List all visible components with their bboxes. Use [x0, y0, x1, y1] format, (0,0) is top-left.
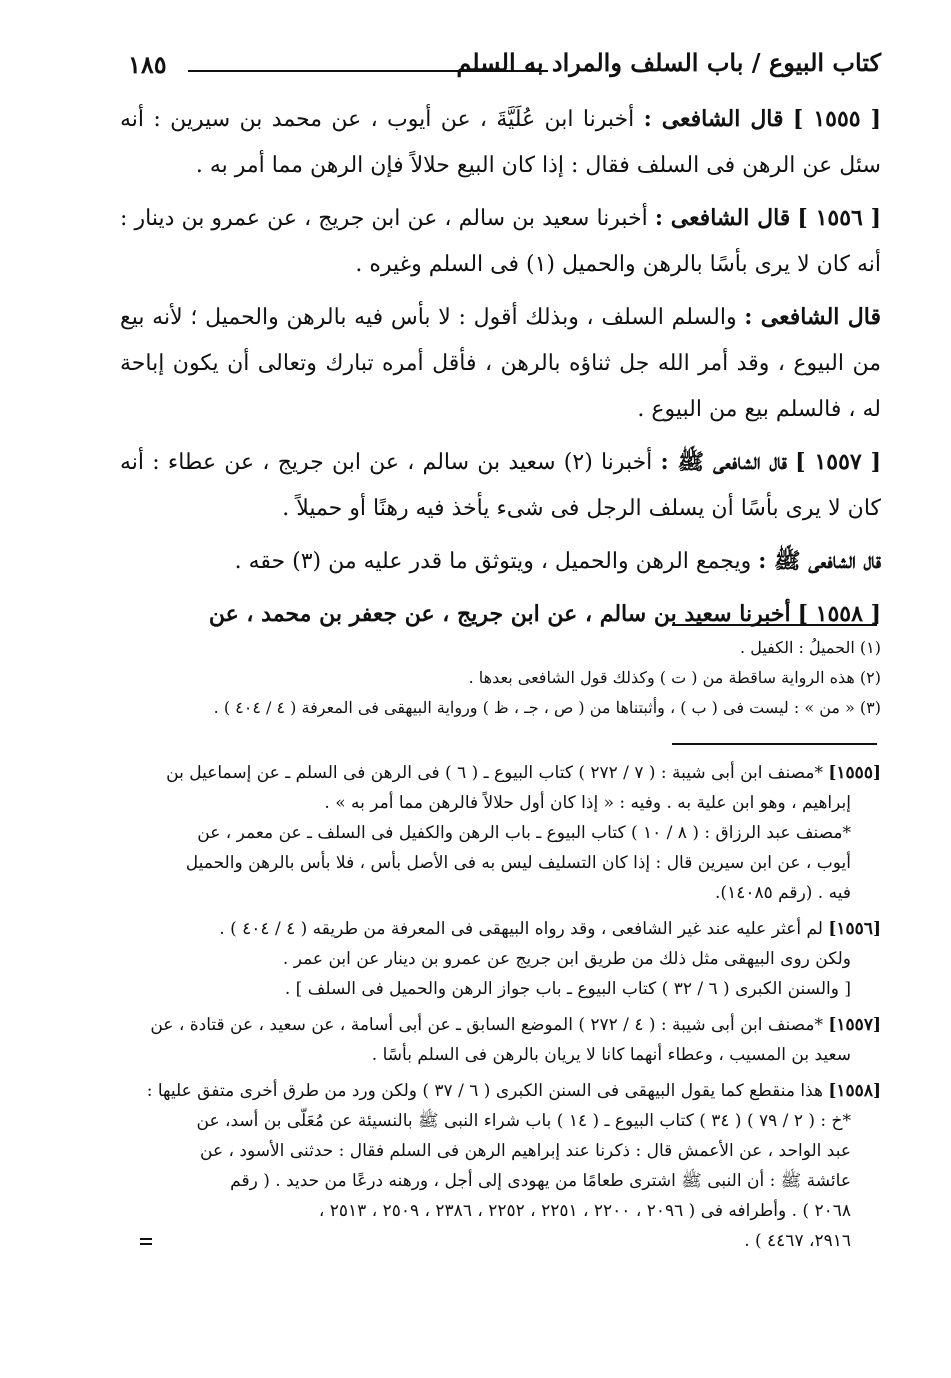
takhrij-line: *مصنف ابن أبى شيبة : ( ٤ / ٢٧٢ ) الموضع السابق ـ عن أبى أسامة ، عن سعيد ، عن قتادة ، عن	[150, 1015, 823, 1035]
takhrij-line: ٢٠٦٨ ) . وأطرافه فى ( ٢٠٩٦ ، ٢٢٠٠ ، ٢٢٥١ ، ٢٢٥٢ ، ٢٣٨٦ ، ٢٥٠٩ ، ٢٥١٣ ،	[318, 1201, 851, 1221]
paragraph-lead: قال الشافعى ﷺ :	[758, 548, 881, 574]
paragraph-1556	[120, 195, 881, 288]
running-title: كتاب البيوع / باب السلف والمراد به السلم	[456, 48, 881, 77]
takhrij-line: إبراهيم ، وهو ابن علية به . وفيه : « إذا كان أول حلالاً فالرهن مما أمر به » .	[324, 793, 851, 813]
paragraph-1555	[120, 96, 881, 189]
takhrij-line: سعيد بن المسيب ، وعطاء أنهما كانا لا يريان بالرهن فى السلم بأسًا .	[371, 1045, 851, 1065]
takhrij-line: *مصنف ابن أبى شيبة : ( ٧ / ٢٧٢ ) كتاب البيوع ـ ( ٦ ) فى الرهن فى السلم ـ عن إسماعيل بن	[166, 763, 823, 783]
end-mark	[140, 1238, 152, 1240]
footnote-rule	[672, 624, 877, 626]
hadith-number: [ ١٥٥٧ ]	[795, 449, 881, 475]
paragraph-1557	[120, 439, 881, 532]
end-mark	[140, 1243, 152, 1245]
page-header	[120, 44, 881, 84]
takhrij-1556	[120, 914, 881, 1004]
takhrij-line: *خ : ( ٢ / ٧٩ ) ( ٣٤ ) كتاب البيوع ـ ( ١٤ ) باب شراء النبى ﷺ بالنسيئة عن مُعَلّى بن أسد، عن	[196, 1111, 851, 1131]
main-text	[120, 96, 881, 644]
takhrij-1558	[120, 1076, 881, 1256]
paragraph-lead: قال الشافعى :	[643, 106, 784, 132]
paragraph-1558	[120, 591, 881, 638]
takhrij-1555	[120, 758, 881, 908]
paragraph-shafii-comment-2	[120, 538, 881, 585]
paragraph-lead: قال الشافعى ﷺ :	[660, 449, 787, 475]
takhrij-section	[120, 758, 881, 1262]
hadith-number: [ ١٥٥٨ ]	[797, 601, 881, 627]
paragraph-text: أخبرنا سعيد بن سالم ، عن ابن جريج ، عن جعفر بن محمد ، عن	[208, 601, 791, 627]
takhrij-label: [١٥٥٨]	[828, 1081, 881, 1101]
takhrij-line: هذا منقطع كما يقول البيهقى فى السنن الكبرى ( ٦ / ٣٧ ) ولكن ورد من طرق أخرى متفق عليها :	[146, 1081, 823, 1101]
takhrij-line: [ والسنن الكبرى ( ٦ / ٣٢ ) كتاب البيوع ـ باب جواز الرهن والحميل فى السلف ] .	[284, 979, 851, 999]
takhrij-rule	[672, 743, 877, 745]
takhrij-1557	[120, 1010, 881, 1070]
paragraph-lead: قال الشافعى :	[744, 304, 881, 330]
takhrij-line: عبد الواحد ، عن الأعمش قال : ذكرنا عند إبراهيم الرهن فى السلم فقال : حدثنى الأسود ، عن	[200, 1141, 851, 1161]
hadith-number: [ ١٥٥٥ ]	[792, 106, 881, 132]
takhrij-line: ٢٩١٦، ٤٤٦٧ ) .	[744, 1231, 851, 1251]
takhrij-label: [١٥٥٧]	[828, 1015, 881, 1035]
page-number: ١٨٥	[128, 50, 167, 79]
footnote-3: (٣) « من » : ليست فى ( ب ) ، وأثبتناها من ( ص ، جـ ، ظ ) ورواية البيهقى فى المعرفة ( ٤ / ٤٠٤ ) .	[213, 698, 881, 717]
footnote-2: (٢) هذه الرواية ساقطة من ( ت ) وكذلك قول الشافعى بعدها .	[468, 668, 881, 687]
hadith-number: [ ١٥٥٦ ]	[797, 205, 881, 231]
takhrij-line: عائشة ﷺ : أن النبى ﷺ اشترى طعامًا من يهودى إلى أجل ، ورهنه درعًا من حديد . ( رقم	[230, 1171, 851, 1191]
footnote-1: (١) الحميلُ : الكفيل .	[740, 638, 881, 657]
takhrij-label: [١٥٥٦]	[828, 919, 881, 939]
paragraph-text: أخبرنا سعيد بن سالم ، عن ابن جريج ، عن عمرو بن دينار : أنه كان لا يرى بأسًا بالرهن والحميل (١) فى السلم وغيره .	[120, 206, 881, 277]
paragraph-text: أخبرنا (٢) سعيد بن سالم ، عن ابن جريج ، عن عطاء : أنه كان لا يرى بأسًا أن يسلف الرجل فى شىء يأخذ فيه رهنًا أو حميلاً .	[120, 450, 881, 521]
takhrij-label: [١٥٥٥]	[828, 763, 881, 783]
takhrij-line: لم أعثر عليه عند غير الشافعى ، وقد رواه البيهقى فى المعرفة من طريقه ( ٤ / ٤٠٤ ) .	[219, 919, 823, 939]
paragraph-text: والسلم السلف ، وبذلك أقول : لا بأس فيه بالرهن والحميل ؛ لأنه بيع من البيوع ، وقد أمر الله جل ثناؤه بالرهن ، فأقل أمره تبارك وتعالى أن يكون إباحة له ، فالسلم بيع من البيوع .	[120, 305, 881, 422]
footnotes	[120, 633, 881, 723]
paragraph-lead: قال الشافعى :	[654, 205, 791, 231]
takhrij-line: أيوب ، عن ابن سيرين قال : إذا كان التسليف ليس به فى الأصل بأس ، فلا بأس بالرهن والحميل	[185, 853, 851, 873]
takhrij-line: *مصنف عبد الرزاق : ( ٨ / ١٠ ) كتاب البيوع ـ باب الرهن والكفيل فى السلف ـ عن معمر ، عن	[197, 823, 851, 843]
paragraph-shafii-comment-1	[120, 294, 881, 433]
paragraph-text: أخبرنا ابن عُلَيَّةَ ، عن أيوب ، عن محمد بن سيرين : أنه سئل عن الرهن فى السلف فقال : إذا كان البيع حلالاً فإن الرهن مما أمر به .	[120, 107, 881, 178]
paragraph-text: ويجمع الرهن والحميل ، ويتوثق ما قدر عليه من (٣) حقه .	[234, 549, 752, 574]
takhrij-line: ولكن روى البيهقى مثل ذلك من طريق ابن جريج عن عمرو بن دينار عن ابن عمر .	[282, 949, 851, 969]
takhrij-line: فيه . (رقم ١٤٠٨٥).	[715, 883, 851, 903]
